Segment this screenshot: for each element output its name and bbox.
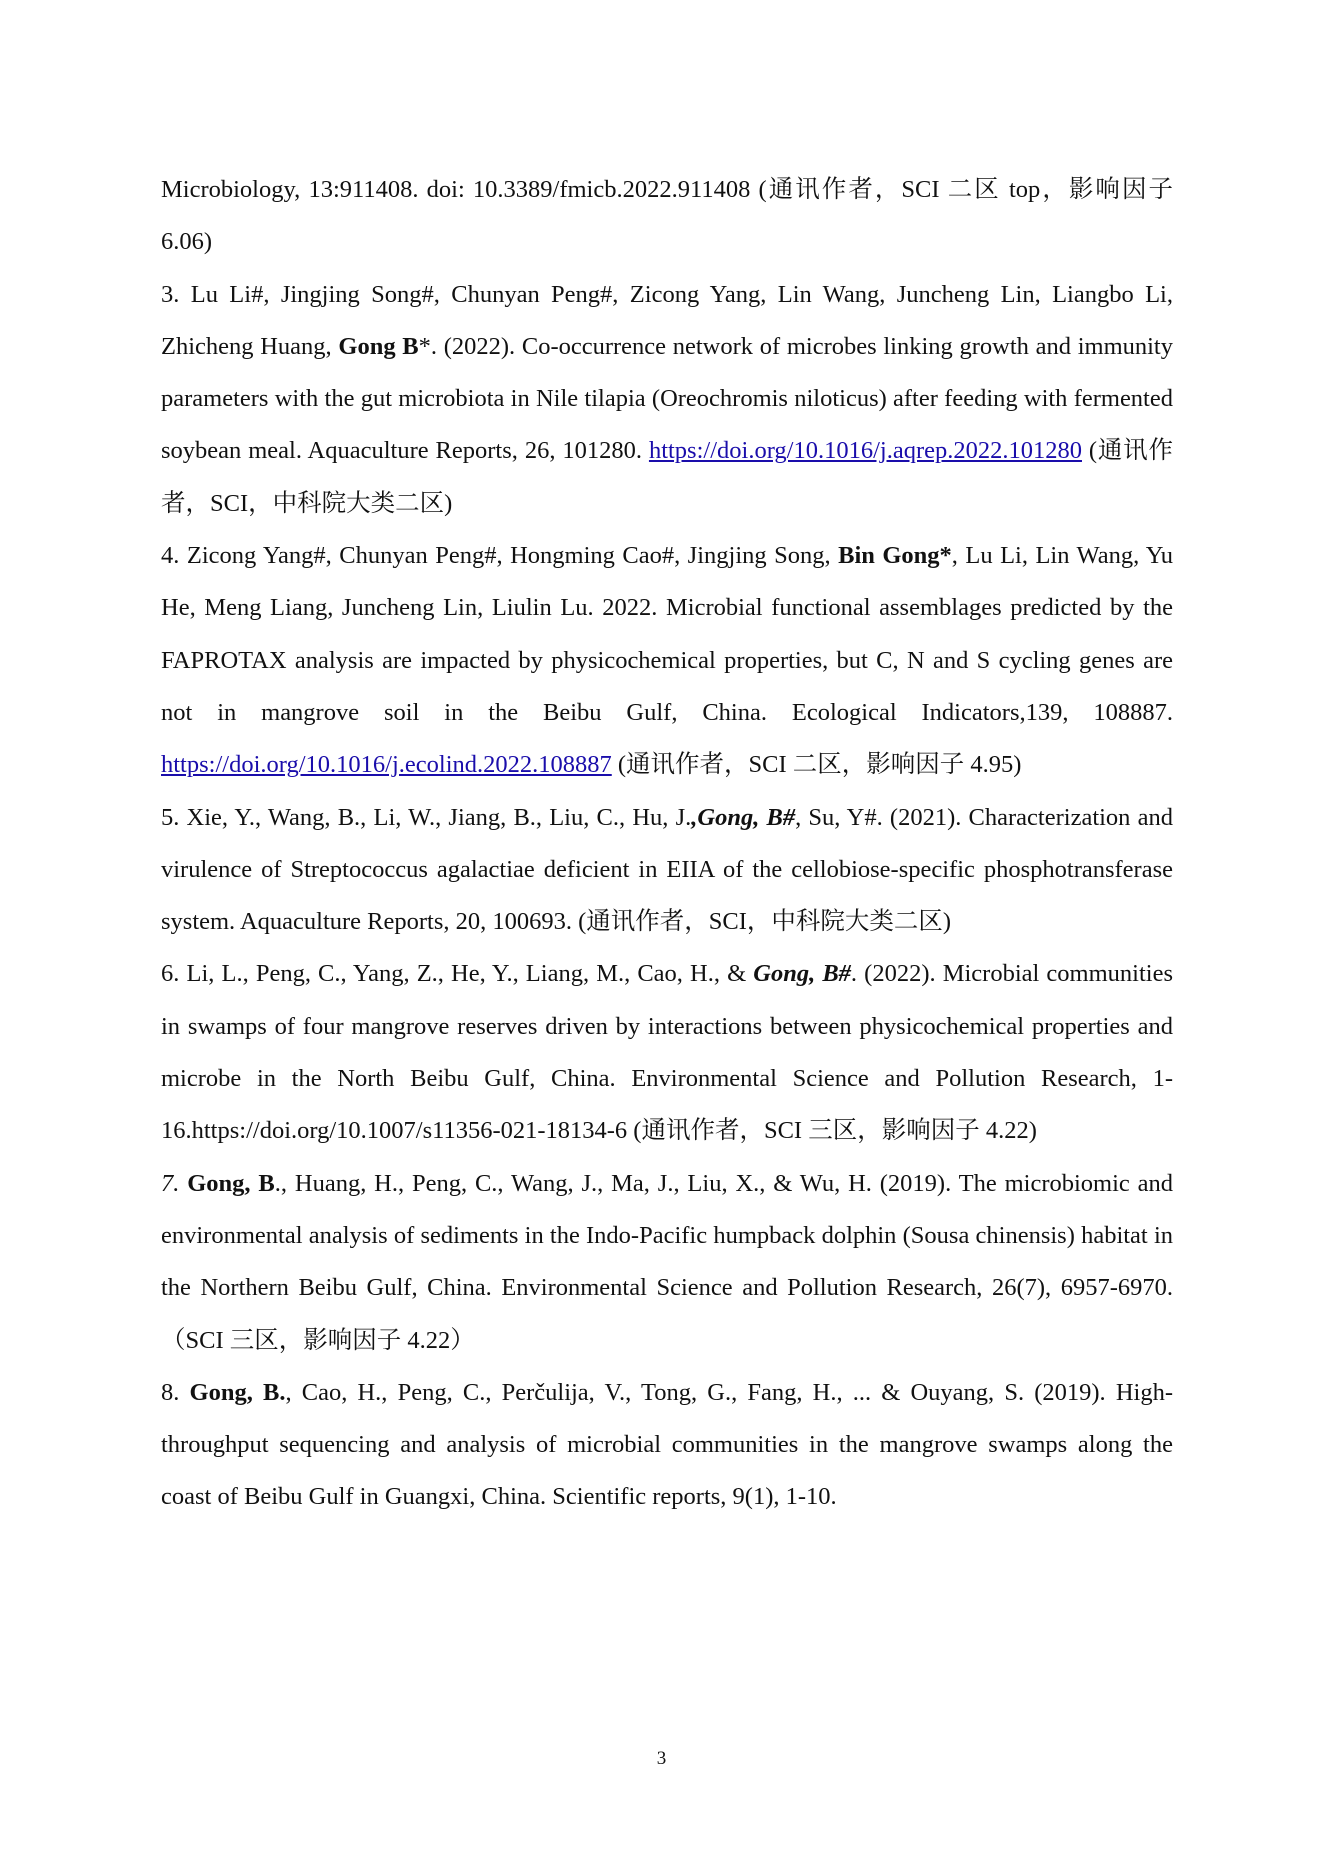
highlighted-author: Gong, B# [753,960,851,988]
reference-3 [161,269,1173,530]
reference-text: ., Huang, H., Peng, C., Wang, J., Ma, J., Liu, X., & Wu, H. (2019). The microbiomic and environmental analysis of sediments in the Indo-Pacific humpback dolphin (Sousa chinensis) habitat in the Northern Beibu Gulf, China. Environmental Science and Pollution Research, 26(7), 6957-6970. （SCI 三区，影响因子 4.22） [161,1169,1174,1354]
highlighted-author: Gong B [338,332,419,360]
reference-text: Microbiology, 13:911408. doi: 10.3389/fmicb.2022.911408 (通讯作者，SCI 二区 top，影响因子 6.06) [161,176,1173,256]
doi-link[interactable]: https://doi.org/10.1016/j.aqrep.2022.101280 [648,437,1082,465]
reference-note: (通讯作者，SCI，中科院大类二区) [161,437,1173,517]
reference-text: 3. Lu Li#, Jingjing Song#, Chunyan Peng#, Zicong Yang, Lin Wang, Juncheng Lin, Liangbo Li, Zhicheng Huang, [161,280,1173,360]
reference-text: 5. Xie, Y., Wang, B., Li, W., Jiang, B., Liu, C., Hu, J. [161,803,692,831]
reference-number: 8. [161,1378,190,1406]
reference-text: 4. Zicong Yang#, Chunyan Peng#, Hongming Cao#, Jingjing Song, [161,542,839,570]
highlighted-author: ,Gong, B# [691,803,796,831]
reference-number: 7. [161,1169,188,1197]
reference-text: 6. Li, L., Peng, C., Yang, Z., He, Y., Liang, M., Cao, H., & [161,960,754,988]
page-number: 3 [656,1748,667,1769]
reference-8 [161,1367,1173,1524]
highlighted-author: Gong, B. [189,1378,286,1406]
reference-5 [161,792,1173,949]
reference-continuation [161,164,1173,269]
reference-4 [161,530,1173,791]
reference-text: . (2022). Microbial communities in swamps of four mangrove reserves driven by interactions between physicochemical properties and microbe in the North Beibu Gulf, China. Environmental Science and Pollution Research, 1-16.https://doi.org/10.1007/s11356-021-18134-6 (通讯作者，SCI 三区，影响因子 4.22) [161,960,1173,1145]
reference-text: *. (2022). Co-occurrence network of microbes linking growth and immunity parameters with the gut microbiota in Nile tilapia (Oreochromis niloticus) after feeding with fermented soybean meal. Aquaculture Reports, 26, 101280. [161,332,1173,465]
reference-7 [161,1158,1173,1367]
reference-text: , Lu Li, Lin Wang, Yu He, Meng Liang, Juncheng Lin, Liulin Lu. 2022. Microbial functional assemblages predicted by the FAPROTAX analysis are impacted by physicochemical properties, but C, N and S cycling genes are not in mangrove soil in the Beibu Gulf, China. Ecological Indicators,139, 108887. [161,542,1173,726]
doi-link[interactable]: https://doi.org/10.1016/j.ecolind.2022.108887 [161,751,612,779]
highlighted-author: Gong, B [187,1169,275,1197]
reference-list [161,164,1173,1524]
reference-text: , Su, Y#. (2021). Characterization and virulence of Streptococcus agalactiae deficient in EIIA of the cellobiose-specific phosphotransferase system. Aquaculture Reports, 20, 100693. (通讯作者，SCI，中科院大类二区) [161,803,1173,936]
reference-note: (通讯作者，SCI 二区，影响因子 4.95) [611,751,1022,779]
highlighted-author: Bin Gong* [838,542,952,570]
reference-text: , Cao, H., Peng, C., Perčulija, V., Tong, G., Fang, H., ... & Ouyang, S. (2019). High-throughput sequencing and analysis of microbial communities in the mangrove swamps along the coast of Beibu Gulf in Guangxi, China. Scientific reports, 9(1), 1-10. [161,1378,1173,1511]
reference-6 [161,948,1173,1157]
